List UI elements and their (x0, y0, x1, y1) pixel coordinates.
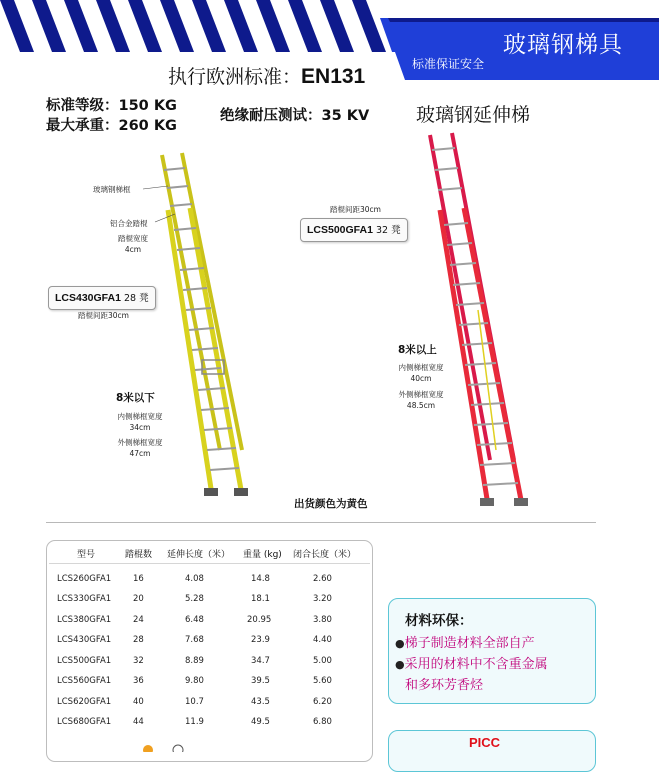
cell-weight: 14.8 (251, 574, 270, 584)
left-range: 8米以下 (116, 392, 155, 404)
cell-model: LCS380GFA1 (57, 615, 112, 625)
standard-code: EN131 (301, 65, 366, 88)
cell-extended: 11.9 (185, 717, 204, 727)
table-header-model: 型号 (77, 550, 96, 560)
cell-closed: 3.20 (313, 594, 332, 604)
cell-extended: 6.48 (185, 615, 204, 625)
cell-rungs: 44 (133, 717, 144, 727)
rung-width-label: 踏棍宽度 (118, 234, 148, 243)
eco-item-1-text: 梯子制造材料全部自产 (404, 636, 535, 651)
left-outer-value: 47cm (129, 449, 151, 458)
cell-rungs: 40 (133, 697, 144, 707)
cell-closed: 2.60 (313, 574, 332, 584)
cell-closed: 3.80 (313, 615, 332, 625)
picc-box (388, 730, 596, 772)
cell-rungs: 36 (133, 676, 144, 686)
bullet-icon: ● (395, 637, 405, 650)
cell-extended: 8.89 (185, 656, 204, 666)
eco-item-1 (395, 632, 535, 651)
cell-closed: 5.60 (313, 676, 332, 686)
cell-model: LCS260GFA1 (57, 574, 112, 584)
eco-item-2-text: 采用的材料中不含重金属 (404, 657, 548, 672)
divider (46, 522, 596, 523)
table-header-rule (49, 563, 370, 564)
eco-box (388, 598, 596, 704)
bullet-icon: ● (395, 658, 405, 671)
circle-icon (173, 745, 183, 752)
cell-model: LCS620GFA1 (57, 697, 112, 707)
cell-rungs: 24 (133, 615, 144, 625)
table-header-extended: 延伸长度（米） (167, 550, 231, 560)
cell-weight: 34.7 (251, 656, 270, 666)
footer-icons (140, 742, 200, 752)
cell-rungs: 16 (133, 574, 144, 584)
cell-extended: 10.7 (185, 697, 204, 707)
rung-width-value: 4cm (124, 245, 142, 254)
product-heading: 玻璃钢延伸梯 (416, 104, 531, 126)
cell-extended: 4.08 (185, 574, 204, 584)
right-model-bubble (300, 218, 408, 242)
page-subtitle: 标准保证安全 (412, 57, 485, 71)
standard-label: 执行欧洲标准： (168, 66, 302, 88)
cell-weight: 43.5 (251, 697, 270, 707)
right-spacing: 踏棍间距30cm (330, 205, 381, 214)
left-steps: 28 凳 (123, 293, 149, 304)
cell-closed: 6.20 (313, 697, 332, 707)
picc-logo: PICC (469, 735, 501, 750)
left-inner-value: 34cm (129, 423, 151, 432)
cell-rungs: 20 (133, 594, 144, 604)
eco-item-2 (395, 653, 548, 672)
left-inner-label: 内侧梯框宽度 (117, 412, 163, 421)
eco-item-2-cont: 和多环芳香烃 (405, 678, 484, 693)
cell-closed: 4.40 (313, 635, 332, 645)
right-inner-value: 40cm (410, 374, 432, 383)
cell-extended: 5.28 (185, 594, 204, 604)
table-header-weight: 重量 (kg) (243, 550, 282, 560)
ship-color-note: 出货颜色为黄色 (294, 498, 368, 510)
red-ladder-image (418, 130, 538, 510)
label-frame: 玻璃钢梯框 (93, 185, 131, 194)
cell-closed: 5.00 (313, 656, 332, 666)
cell-rungs: 32 (133, 656, 144, 666)
cell-extended: 7.68 (185, 635, 204, 645)
right-outer-value: 48.5cm (406, 401, 436, 410)
page-title: 玻璃钢梯具 (503, 32, 623, 58)
cell-extended: 9.80 (185, 676, 204, 686)
cell-model: LCS430GFA1 (57, 635, 112, 645)
right-inner-label: 内侧梯框宽度 (398, 363, 444, 372)
table-header-closed: 闭合长度（米） (293, 550, 357, 560)
eco-title: 材料环保： (405, 613, 473, 629)
cell-model: LCS500GFA1 (57, 656, 112, 666)
label-rung: 铝合金踏棍 (110, 219, 148, 228)
cell-weight: 18.1 (251, 594, 270, 604)
right-steps: 32 凳 (375, 225, 401, 236)
right-model: LCS500GFA1 (307, 224, 373, 236)
cell-weight: 39.5 (251, 676, 270, 686)
cell-weight: 23.9 (251, 635, 270, 645)
cell-weight: 49.5 (251, 717, 270, 727)
cell-model: LCS330GFA1 (57, 594, 112, 604)
left-model: LCS430GFA1 (55, 292, 121, 304)
table-header-rungs: 踏棍数 (125, 550, 153, 560)
right-range: 8米以上 (398, 344, 437, 356)
spec-table (46, 540, 373, 762)
left-outer-label: 外侧梯框宽度 (117, 438, 163, 447)
orange-dot-icon (143, 745, 153, 752)
left-model-bubble (48, 286, 156, 310)
right-outer-label: 外侧梯框宽度 (398, 390, 444, 399)
spec-grade: 标准等级：150 KG (46, 98, 177, 114)
cell-weight: 20.95 (247, 615, 272, 625)
spec-max-load: 最大承重：260 KG (46, 118, 177, 134)
cell-model: LCS680GFA1 (57, 717, 112, 727)
cell-model: LCS560GFA1 (57, 676, 112, 686)
spec-voltage: 绝缘耐压测试：35 KV (220, 108, 370, 124)
cell-closed: 6.80 (313, 717, 332, 727)
left-spacing: 踏棍间距30cm (78, 311, 129, 320)
cell-rungs: 28 (133, 635, 144, 645)
